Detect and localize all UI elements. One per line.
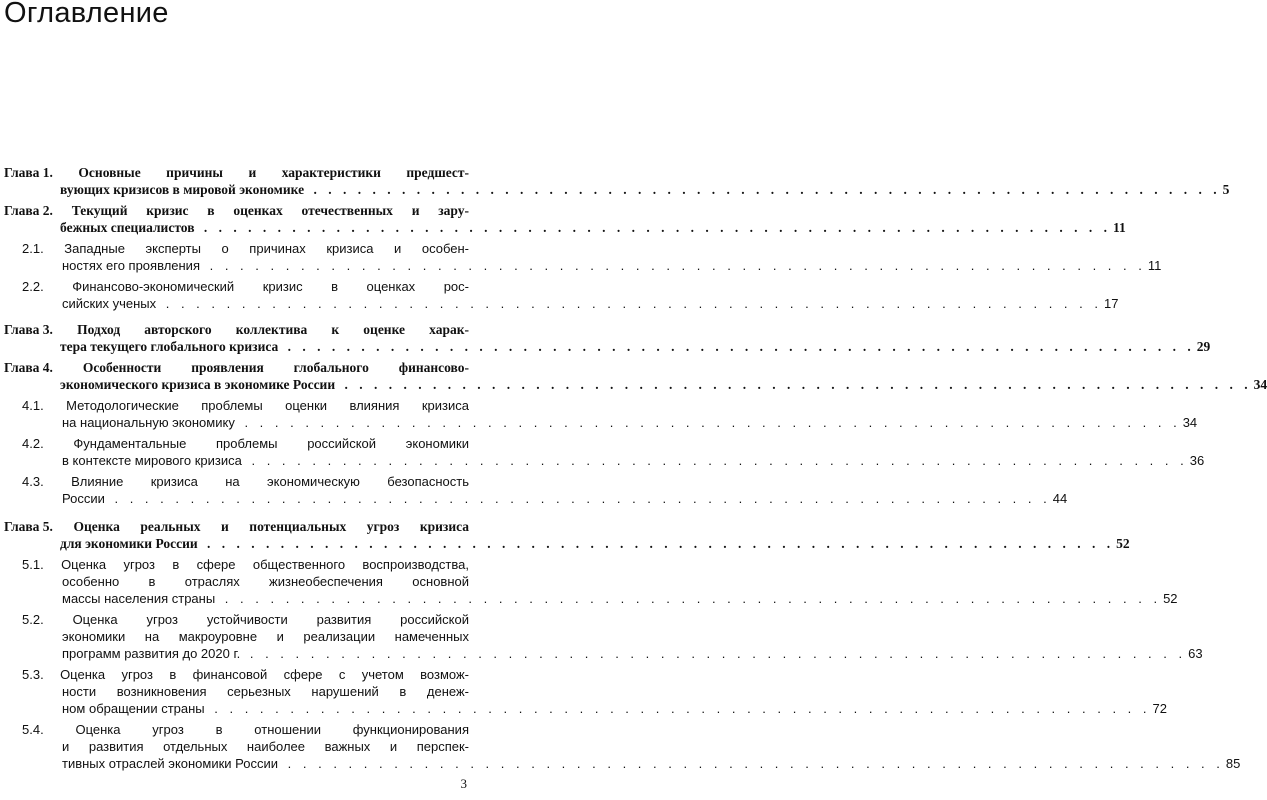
toc-entry [0,202,1126,236]
dot-leader [242,646,1186,661]
toc-entry-number: 2.2. [22,279,44,294]
toc-entry-title-line: Особенности проявления глобального финансово- [82,360,469,375]
toc-entry-title-line: в контексте мирового кризиса [62,453,242,468]
toc-entry-number: Глава 3. [4,322,53,337]
toc-entry-number: 5.2. [22,612,44,627]
toc-entry [0,397,1198,431]
dot-leader [280,339,1195,354]
toc-entry-number: 4.2. [22,436,44,451]
toc-page-number: 5 [1222,182,1230,197]
toc-page-number: 85 [1225,756,1241,771]
toc-page-number: 44 [1052,491,1068,506]
toc-entry [0,518,1130,552]
toc-page-number: 52 [1163,591,1178,606]
page-title: Оглавление [4,0,169,29]
toc-entry-title-line: Западные эксперты о причинах кризиса и особен- [64,241,469,256]
toc-entry-title-line: на национальную экономику [62,415,235,430]
toc-entry-title-line: для экономики России [60,536,198,551]
dot-leader [337,377,1252,392]
toc-entry [0,611,1203,662]
toc-entry-title-line: Оценка реальных и потенциальных угроз кризиса [73,519,470,534]
toc-entry-number: Глава 5. [4,519,53,534]
toc-entry-title-line: ности возникновения серьезных нарушений в денеж- [62,684,469,699]
toc-entry-title-line: Фундаментальные проблемы российской экономики [73,436,469,451]
toc-entry-title-line: Подход авторского коллектива к оценке харак- [77,322,469,337]
dot-leader [217,591,1161,606]
toc-entry-title-line: Текущий кризис в оценках отечественных и зару- [71,203,470,218]
toc-page-number: 11 [1147,258,1162,273]
toc-entry-title-line: экономического кризиса в экономике России [60,377,336,392]
dot-leader [197,220,1112,235]
toc-page-number: 36 [1189,453,1205,468]
toc-entry-number: 5.4. [22,722,44,737]
toc-entry-title-line: экономики на макроуровне и реализации намеченных [62,629,469,644]
toc-entry-title-line: Оценка угроз в отношении функционирования [75,722,469,737]
toc-entry-title-line: программ развития до 2020 г. [62,646,241,661]
toc-page-number: 29 [1196,339,1211,354]
toc-entry-number: 4.1. [22,398,44,413]
dot-leader [202,258,1146,273]
toc-entry [0,666,1167,717]
toc-entry-title-line: массы населения страны [62,591,216,606]
toc-entry-number: Глава 1. [4,165,53,180]
toc-entry-title-line: Финансово-экономический кризис в оценках рос- [72,279,469,294]
toc-entry-title-line: ном обращении страны [62,701,205,716]
toc-page-number: 17 [1104,296,1119,311]
toc-entry [0,435,1205,469]
toc-entry [0,359,1267,393]
toc-entry-title-line: России [62,491,105,506]
toc-entry-title-line: тера текущего глобального кризиса [60,339,279,354]
toc-page-number: 11 [1113,220,1126,235]
toc-entry-number: Глава 4. [4,360,53,375]
table-of-contents [0,164,1267,772]
toc-entry-number: Глава 2. [4,203,53,218]
toc-page-number: 34 [1253,377,1267,392]
toc-entry [0,164,1230,198]
toc-entry-title-line: и развития отдельных наиболее важных и перспек- [62,739,469,754]
toc-page-number: 63 [1188,646,1203,661]
toc-entry [0,321,1211,355]
toc-entry-title-line: Методологические проблемы оценки влияния кризиса [66,398,469,413]
dot-leader [306,182,1221,197]
toc-page-number: 72 [1152,701,1167,716]
toc-entry-title-line: Оценка угроз в финансовой сфере с учетом возмож- [60,667,469,682]
dot-leader [280,756,1224,771]
toc-entry-title-line: бежных специалистов [60,220,195,235]
toc-entry-title-line: вующих кризисов в мировой экономике [60,182,305,197]
dot-leader [200,536,1115,551]
toc-entry-title-line: ностях его проявления [62,258,200,273]
toc-entry-number: 4.3. [22,474,44,489]
toc-entry-title-line: особенно в отраслях жизнеобеспечения основной [62,574,469,589]
toc-entry [0,473,1068,507]
toc-entry [0,556,1178,607]
toc-entry-title-line: Влияние кризиса на экономическую безопасность [71,474,469,489]
dot-leader [207,701,1151,716]
toc-entry-title-line: Оценка угроз в сфере общественного воспроизводства, [61,557,469,572]
toc-page-number: 34 [1182,415,1198,430]
toc-entry-number: 5.1. [22,557,44,572]
toc-entry-title-line: Оценка угроз устойчивости развития российской [72,612,469,627]
toc-entry [0,721,1241,772]
dot-leader [158,296,1102,311]
toc-entry [0,240,1162,274]
dot-leader [107,491,1051,506]
toc-entry-title-line: сийских ученых [62,296,157,311]
toc-entry-title-line: тивных отраслей экономики России [62,756,279,771]
toc-entry-number: 5.3. [22,667,44,682]
dot-leader [237,415,1181,430]
dot-leader [244,453,1188,468]
toc-entry-number: 2.1. [22,241,44,256]
toc-page-number: 52 [1116,536,1130,551]
toc-entry-title-line: Основные причины и характеристики предшест- [78,165,470,180]
page-number: 3 [460,776,467,791]
toc-entry [0,278,1119,312]
